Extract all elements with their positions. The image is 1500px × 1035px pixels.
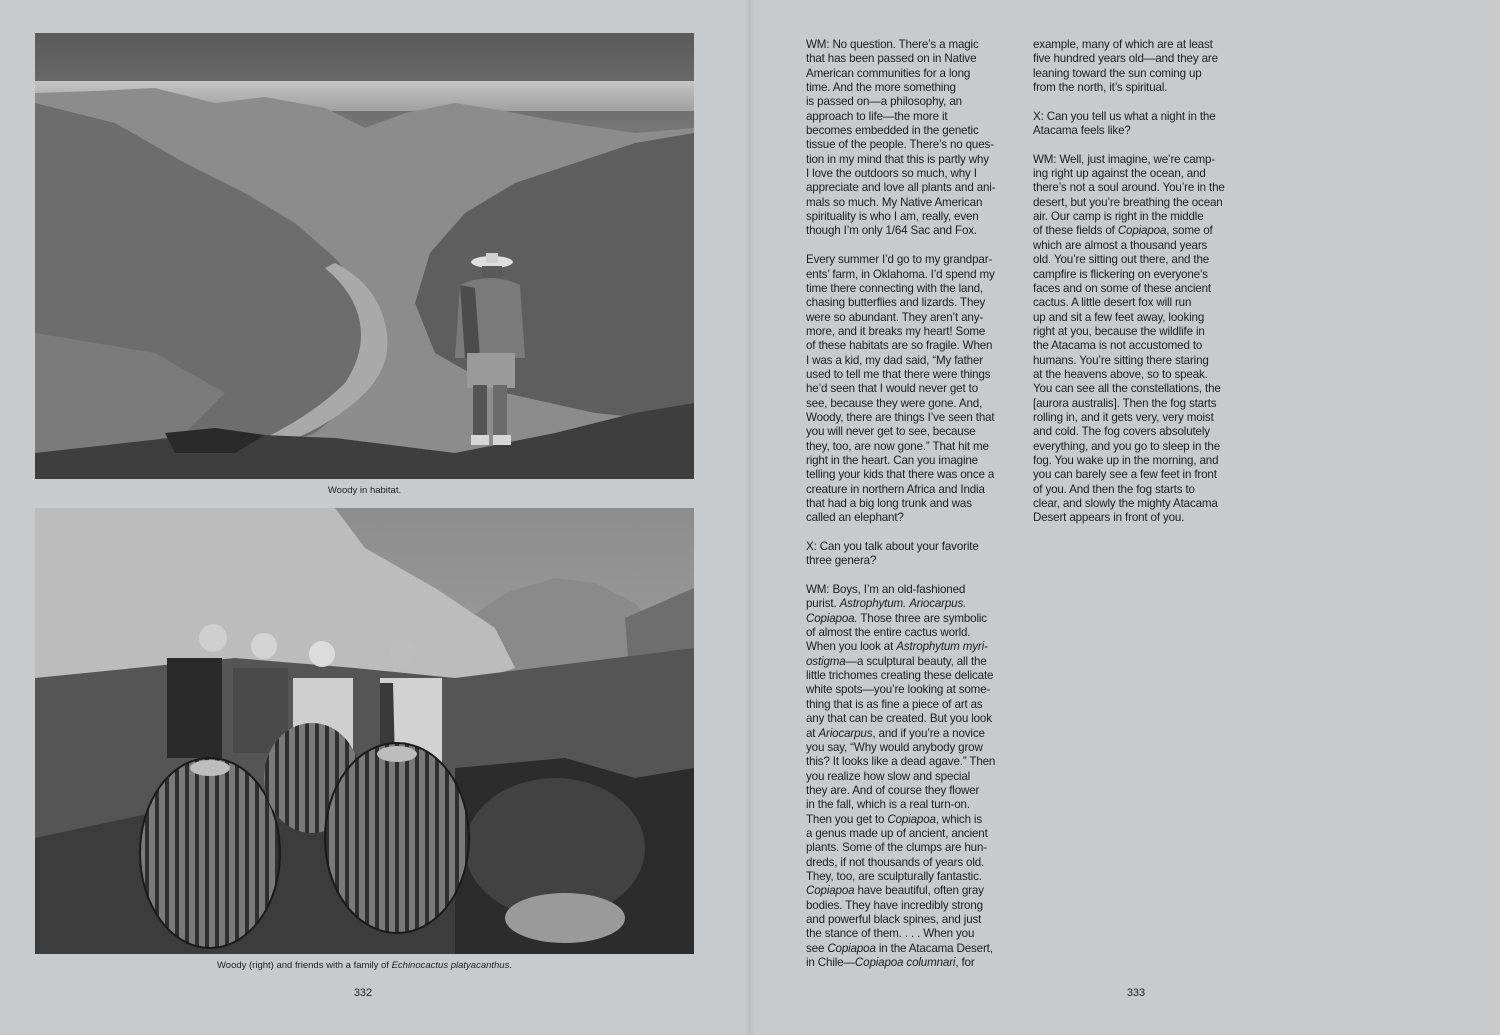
text-line: from the north, it’s spiritual. — [1033, 81, 1168, 95]
text-line: called an elephant? — [806, 511, 904, 525]
text-line: the stance of them. . . . When you — [806, 927, 975, 941]
text-line: any that can be created. But you look — [806, 712, 992, 726]
text-line: becomes embedded in the genetic — [806, 124, 979, 138]
paragraph — [806, 253, 1014, 526]
text-line: Desert appears in front of you. — [1033, 511, 1185, 525]
photo-caption-bottom — [35, 960, 694, 972]
text-line: old. You’re sitting out there, and the — [1033, 253, 1210, 267]
text-line: [aurora australis]. Then the fog starts — [1033, 396, 1217, 410]
text-line: right at you, because the wildlife in — [1033, 324, 1205, 338]
text-run: —a sculptural beauty, all the — [845, 654, 987, 668]
text-line: mals so much. My Native American — [806, 195, 983, 209]
text-line — [806, 612, 1014, 626]
text-line: approach to life—the more it — [806, 109, 948, 123]
text-line: more, and it breaks my heart! Some — [806, 324, 986, 338]
text-line: X: Can you tell us what a night in the — [1033, 109, 1216, 123]
text-line: five hundred years old—and they are — [1033, 52, 1218, 66]
photo-woody-in-habitat — [35, 33, 694, 479]
text-line: WM: No question. There’s a magic — [806, 38, 979, 51]
text-line — [806, 727, 1014, 741]
text-line: everything, and you go to sleep in the — [1033, 439, 1221, 453]
genus-name: Copiapoa — [887, 812, 936, 826]
text-line: faces and on some of these ancient — [1033, 281, 1211, 295]
text-line: though I’m only 1/64 Sac and Fox. — [806, 224, 977, 238]
text-run: in the Atacama Desert, — [875, 941, 993, 955]
text-line: WM: Boys, I’m an old-fashioned — [806, 583, 966, 597]
text-line: thing that is as fine a piece of art as — [806, 697, 983, 711]
text-line: of almost the entire cactus world. — [806, 626, 971, 640]
paragraph — [1033, 38, 1241, 95]
text-line: leaning toward the sun coming up — [1033, 66, 1202, 80]
text-line: he’d seen that I would never get to — [806, 382, 978, 396]
text-line: time there connecting with the land, — [806, 281, 983, 295]
text-run: purist. — [806, 597, 840, 611]
text-run: have beautiful, often gray — [854, 884, 984, 898]
text-run: see — [806, 941, 828, 955]
text-line: at the heavens above, so to speak. — [1033, 367, 1208, 381]
photo-caption-top: Woody in habitat. — [327, 485, 402, 496]
text-line: They, too, are sculpturally fantastic. — [806, 869, 982, 883]
text-line: Woody, there are things I’ve seen that — [806, 410, 995, 424]
text-line — [806, 942, 1014, 956]
text-run: When you look at — [806, 640, 897, 654]
text-line: telling your kids that there was once a — [806, 468, 995, 482]
text-run: , some of — [1166, 224, 1213, 238]
text-line: of you. And then the fog starts to — [1033, 482, 1195, 496]
paragraph — [806, 38, 1014, 239]
text-run: in Chile— — [806, 956, 855, 969]
text-line: and cold. The fog covers absolutely — [1033, 425, 1210, 439]
paragraph — [1033, 153, 1241, 526]
genus-name: Ariocarpus — [818, 726, 873, 740]
text-line: ents’ farm, in Oklahoma. I’d spend my — [806, 267, 995, 281]
paragraph — [1033, 110, 1241, 139]
text-line: bodies. They have incredibly strong — [806, 898, 983, 912]
genus-name: Copiapoa — [1117, 224, 1167, 238]
text-line — [1033, 224, 1241, 238]
genus-name: Ariocarpus. — [909, 597, 967, 611]
text-column-1 — [806, 38, 1014, 985]
text-line: they are. And of course they flower — [806, 783, 980, 797]
text-line: they, too, are now gone.” That hit me — [806, 439, 989, 453]
text-line: right in the heart. Can you imagine — [806, 453, 978, 467]
text-line: dreds, if not thousands of years old. — [806, 855, 985, 869]
text-line — [806, 597, 1014, 611]
species-name: Copiapoa columnari — [854, 956, 956, 969]
text-line: you will never get to see, because — [806, 425, 976, 439]
text-line: Every summer I’d go to my grandpar- — [806, 253, 993, 267]
species-name: ostigma — [806, 654, 846, 668]
text-line: WM: Well, just imagine, we’re camp- — [1033, 152, 1216, 166]
photo-woody-and-friends — [35, 508, 694, 954]
text-line: appreciate and love all plants and ani- — [806, 181, 996, 195]
genus-name: Copiapoa — [806, 884, 855, 898]
gutter-shadow — [745, 0, 755, 1035]
genus-name: Copiapoa — [827, 941, 876, 955]
paragraph — [806, 540, 1014, 569]
text-line: creature in northern Africa and India — [806, 482, 985, 496]
text-line — [806, 655, 1014, 669]
caption-period: . — [509, 960, 512, 971]
text-line: plants. Some of the clumps are hun- — [806, 841, 987, 855]
caption-text: Woody (right) and friends with a family of — [216, 960, 392, 971]
text-line: spirituality is who I am, really, even — [806, 210, 979, 224]
text-line: that had a big long trunk and was — [806, 497, 972, 510]
text-line: cactus. A little desert fox will run — [1033, 296, 1192, 310]
text-line: I was a kid, my dad said, “My father — [806, 353, 983, 367]
paragraph — [806, 583, 1014, 970]
text-line: fog. You wake up in the morning, and — [1033, 453, 1219, 467]
text-line: American communities for a long — [806, 66, 971, 80]
text-line: you realize how slow and special — [806, 769, 971, 783]
landscape-photo-graphic — [35, 33, 694, 479]
text-run: , for — [955, 956, 975, 969]
text-line: You can see all the constellations, the — [1033, 382, 1221, 396]
text-line: air. Our camp is right in the middle — [1033, 210, 1204, 224]
text-line: used to tell me that there were things — [806, 367, 991, 381]
text-run: , which is — [935, 812, 983, 826]
text-line: see, because they were gone. And, — [806, 396, 983, 410]
text-line: you say, “Why would anybody grow — [806, 740, 983, 754]
text-line: X: Can you talk about your favorite — [806, 540, 979, 554]
text-line: tissue of the people. There’s no ques- — [806, 138, 994, 152]
caption-species: Echinocactus platyacanthus — [391, 960, 510, 971]
text-line: clear, and slowly the mighty Atacama — [1033, 497, 1218, 510]
text-run: at — [806, 726, 819, 740]
text-line: this? It looks like a dead agave.” Then — [806, 755, 996, 769]
text-line — [806, 813, 1014, 827]
text-line: tion in my mind that this is partly why — [806, 152, 989, 166]
text-line: I love the outdoors so much, why I — [806, 167, 977, 181]
text-line: humans. You’re sitting there staring — [1033, 353, 1209, 367]
text-line: in the fall, which is a real turn-on. — [806, 798, 970, 812]
genus-name: Copiapoa. — [806, 611, 858, 625]
text-column-2 — [1033, 38, 1241, 540]
text-line: there’s not a soul around. You’re in the — [1033, 181, 1225, 195]
text-line: campfire is flickering on everyone’s — [1033, 267, 1208, 281]
text-run: Then you get to — [806, 812, 888, 826]
text-line — [806, 640, 1014, 654]
text-line: desert, but you’re breathing the ocean — [1033, 195, 1223, 209]
text-line: which are almost a thousand years — [1033, 238, 1208, 252]
text-line: were so abundant. They aren’t any- — [806, 310, 984, 324]
text-line: rolling in, and it gets very, very moist — [1033, 410, 1214, 424]
text-line: time. And the more something — [806, 81, 956, 95]
page-number-left: 332 — [353, 987, 373, 999]
text-run: Those three are symbolic — [857, 611, 987, 625]
text-run: , and if you’re a novice — [872, 726, 985, 740]
text-line — [806, 956, 1014, 970]
text-line: ing right up against the ocean, and — [1033, 167, 1206, 181]
cactus-photo-graphic — [35, 508, 694, 954]
text-line: white spots—you’re looking at some- — [806, 683, 991, 697]
text-run: of these fields of — [1033, 224, 1118, 238]
text-line: is passed on—a philosophy, an — [806, 95, 962, 109]
text-line — [806, 884, 1014, 898]
text-line: Atacama feels like? — [1033, 124, 1131, 138]
text-line: of these habitats are so fragile. When — [806, 339, 993, 353]
genus-name: Astrophytum. — [839, 597, 907, 611]
text-line: the Atacama is not accustomed to — [1033, 339, 1203, 353]
species-name: Astrophytum myri- — [896, 640, 988, 654]
text-line: that has been passed on in Native — [806, 52, 977, 66]
text-line: and powerful black spines, and just — [806, 912, 982, 926]
text-line: chasing butterflies and lizards. They — [806, 296, 986, 310]
text-line: up and sit a few feet away, looking — [1033, 310, 1205, 324]
page-number-right: 333 — [1126, 987, 1146, 999]
text-line: little trichomes creating these delicate — [806, 669, 994, 683]
text-line: a genus made up of ancient, ancient — [806, 826, 988, 840]
text-line: three genera? — [806, 554, 877, 568]
text-line: you can barely see a few feet in front — [1033, 468, 1217, 482]
text-line: example, many of which are at least — [1033, 38, 1213, 51]
